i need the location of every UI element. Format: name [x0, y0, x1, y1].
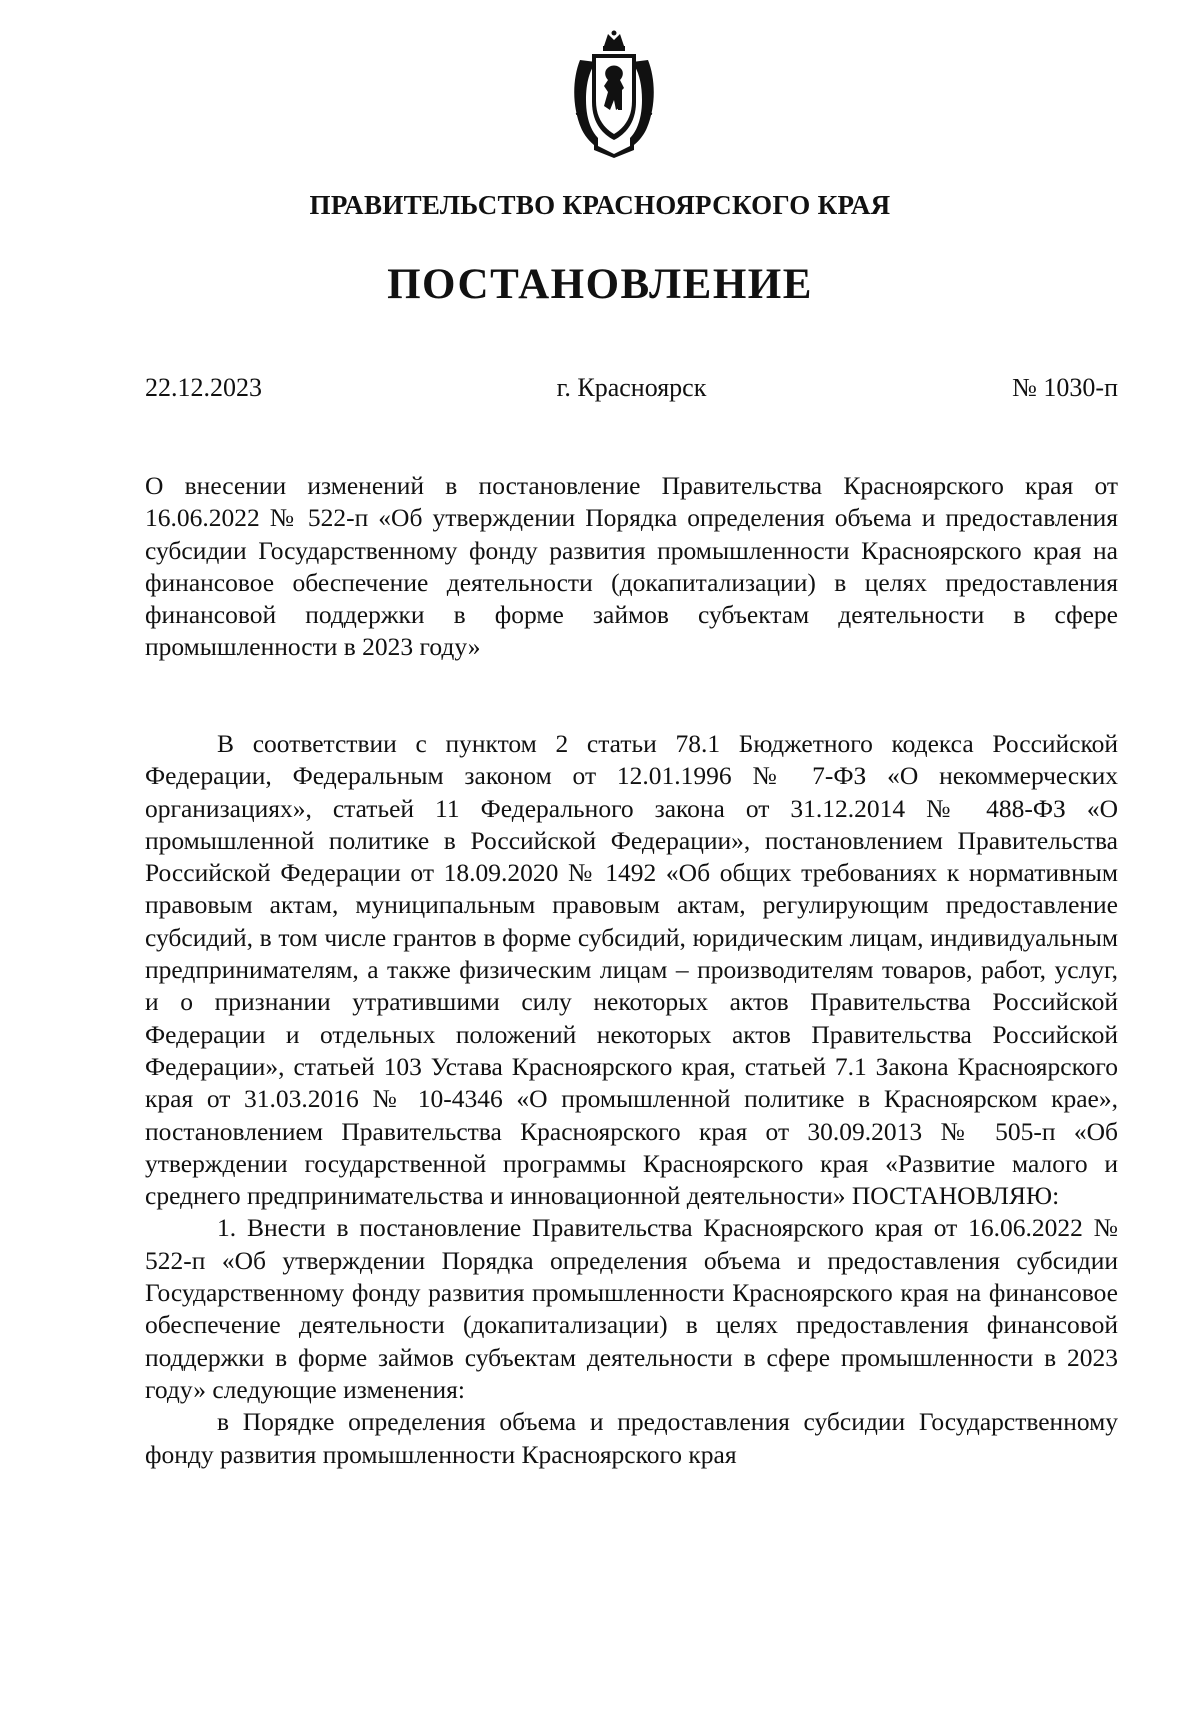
preamble-paragraph: В соответствии с пунктом 2 статьи 78.1 Бюджетного кодекса Российской Федерации, Федеральным законом от 12.01.1996 № 7-ФЗ «О некоммерческих организациях», статьей 11 Федерального закона от 31.12.2014 № 488-ФЗ «О промышленной политике в Российской Федерации», постановлением Правительства Российской Федерации от 18.09.2020 № 1492 «Об общих требованиях к нормативным правовым актам, муниципальным правовым актам, регулирующим предоставление субсидий, в том числе грантов в форме субсидий, юридическим лицам, индивидуальным предпринимателям, а также физическим лицам – производителям товаров, работ, услуг, и о признании утратившими силу некоторых актов Правительства Российской Федерации и отдельных положений некоторых актов Правительства Российской Федерации», статьей 103 Устава Красноярского края, статьей 7.1 Закона Красноярского края от 31.03.2016 № 10-4346 «О промышленной политике в Красноярском крае», постановлением Правительства Красноярского края от 30.09.2013 № 505-п «Об утверждении государственной программы Красноярского края «Развитие малого и среднего предпринимательства и инновационной деятельности» ПОСТАНОВЛЯЮ:	[145, 729, 1118, 1211]
document-date: 22.12.2023	[145, 373, 262, 402]
document-type: ПОСТАНОВЛЕНИЕ	[387, 261, 813, 308]
organization-title: ПРАВИТЕЛЬСТВО КРАСНОЯРСКОГО КРАЯ	[309, 190, 891, 220]
document-meta-row	[145, 373, 1118, 407]
document-body	[145, 728, 1118, 1471]
coat-of-arms-krasnoyarsk-icon	[568, 30, 660, 158]
item-1-paragraph: 1. Внести в постановление Правительства Красноярского края от 16.06.2022 № 522-п «Об утверждении Порядка определения объема и предоставления субсидии Государственному фонду развития промышленности Красноярского края на финансовое обеспечение деятельности (докапитализации) в целях предоставления финансовой поддержки в форме займов субъектам деятельности в сфере промышленности в 2023 году» следующие изменения:	[145, 1213, 1118, 1404]
document-subject-title	[145, 470, 1118, 664]
item-1-subparagraph: в Порядке определения объема и предоставления субсидии Государственному фонду развития промышленности Красноярского края	[145, 1407, 1118, 1469]
document-city: г. Красноярск	[556, 373, 707, 402]
subject-text: О внесении изменений в постановление Правительства Красноярского края от 16.06.2022 № 522-п «Об утверждении Порядка определения объема и предоставления субсидии Государственному фонду развития промышленности Красноярского края на финансовое обеспечение деятельности (докапитализации) в целях предоставления финансовой поддержки в форме займов субъектам деятельности в сфере промышленности в 2023 году»	[145, 471, 1118, 662]
document-number: № 1030-п	[1012, 373, 1118, 402]
